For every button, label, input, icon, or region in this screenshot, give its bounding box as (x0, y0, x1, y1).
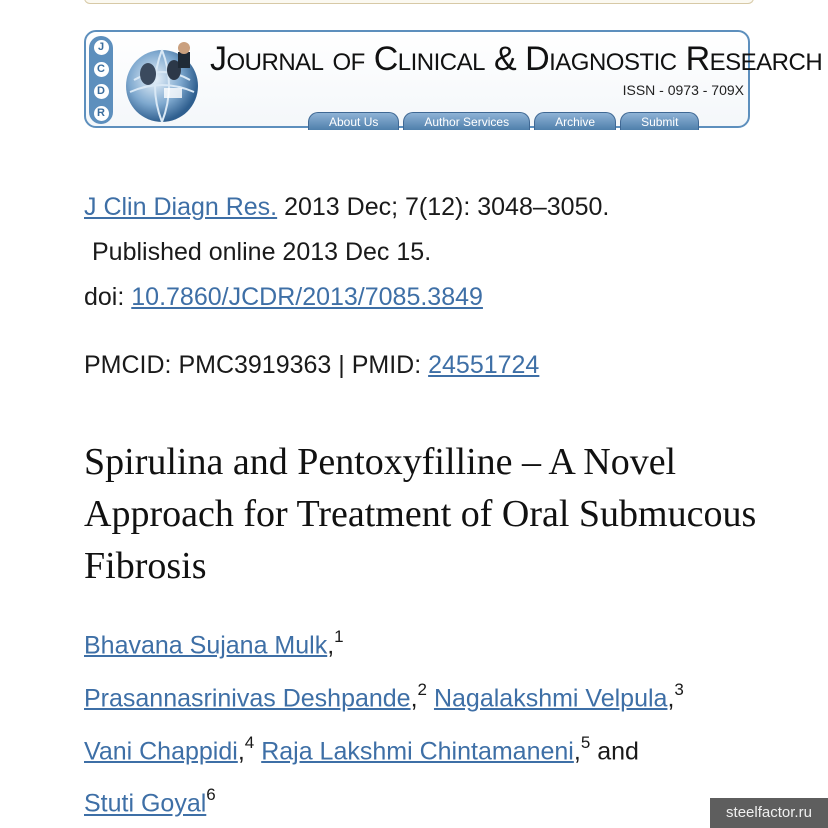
badge-letter: R (94, 106, 109, 121)
doi-label: doi: (84, 283, 132, 311)
author-line (84, 774, 774, 827)
badge-letter: C (94, 62, 109, 77)
jcdr-badge (89, 36, 113, 124)
author-line: Prasannasrinivas Deshpande,$^2$ Nagalakshmi Velpula,$^3$ (84, 679, 684, 713)
badge-letter: J (94, 40, 109, 55)
affiliation-sup: 6 (206, 785, 216, 805)
nav-about-us-button[interactable]: About Us (308, 112, 399, 130)
journal-name: Journal of Clinical & Diagnostic Research (210, 40, 823, 78)
doi-line (84, 283, 483, 312)
author-line: Bhavana Sujana Mulk,$^1$ (84, 627, 344, 660)
author-link[interactable]: Bhavana Sujana Mulk (84, 631, 328, 660)
nav-submit-button[interactable]: Submit (620, 112, 699, 130)
nav-author-services-button[interactable]: Author Services (403, 112, 530, 130)
citation-line (84, 193, 609, 222)
affiliation-sup: 1 (334, 627, 344, 646)
article-title: Spirulina and Pentoxyfilline – A Novel Approach for Treatment of Oral Submucous Fibrosis (84, 441, 757, 587)
author-link[interactable]: Vani Chappidi (84, 736, 238, 765)
affiliation-sup: 2 (417, 679, 428, 699)
author-link[interactable]: Nagalakshmi Velpula (433, 684, 668, 713)
affiliation-sup: 3 (674, 679, 684, 699)
pmid-link[interactable]: 24551724 (428, 351, 540, 379)
affiliation-sup: 5 (580, 732, 591, 752)
author-link[interactable]: Stuti Goyal (84, 789, 207, 818)
published-date: Published online 2013 Dec 15. (92, 238, 432, 266)
pmcid-line (84, 351, 539, 380)
badge-letter: D (94, 84, 109, 99)
author-link[interactable]: Raja Lakshmi Chintamaneni (261, 736, 574, 765)
watermark: steelfactor.ru (710, 798, 828, 828)
author-line: Vani Chappidi,$^4$ Raja Lakshmi Chintamaneni,$^5$ and (84, 732, 639, 765)
issue-text: 2013 Dec; 7(12): 3048–3050. (277, 193, 610, 221)
nav-archive-button[interactable]: Archive (534, 112, 616, 130)
globe-logo-icon (116, 34, 208, 126)
doi-link[interactable]: 10.7860/JCDR/2013/7085.3849 (131, 283, 483, 311)
journal-banner[interactable] (84, 30, 823, 129)
journal-nav (308, 112, 754, 130)
pmcid-text: PMCID: PMC3919363 | PMID: (84, 351, 429, 379)
issn: ISSN - 0973 - 709X (622, 82, 744, 98)
author-list (84, 616, 774, 827)
journal-abbrev-link[interactable]: J Clin Diagn Res. (84, 193, 278, 221)
author-link[interactable]: Prasannasrinivas Deshpande (84, 684, 411, 713)
affiliation-sup: 4 (244, 732, 255, 752)
and-text: and (590, 736, 639, 765)
top-strip (84, 0, 754, 4)
